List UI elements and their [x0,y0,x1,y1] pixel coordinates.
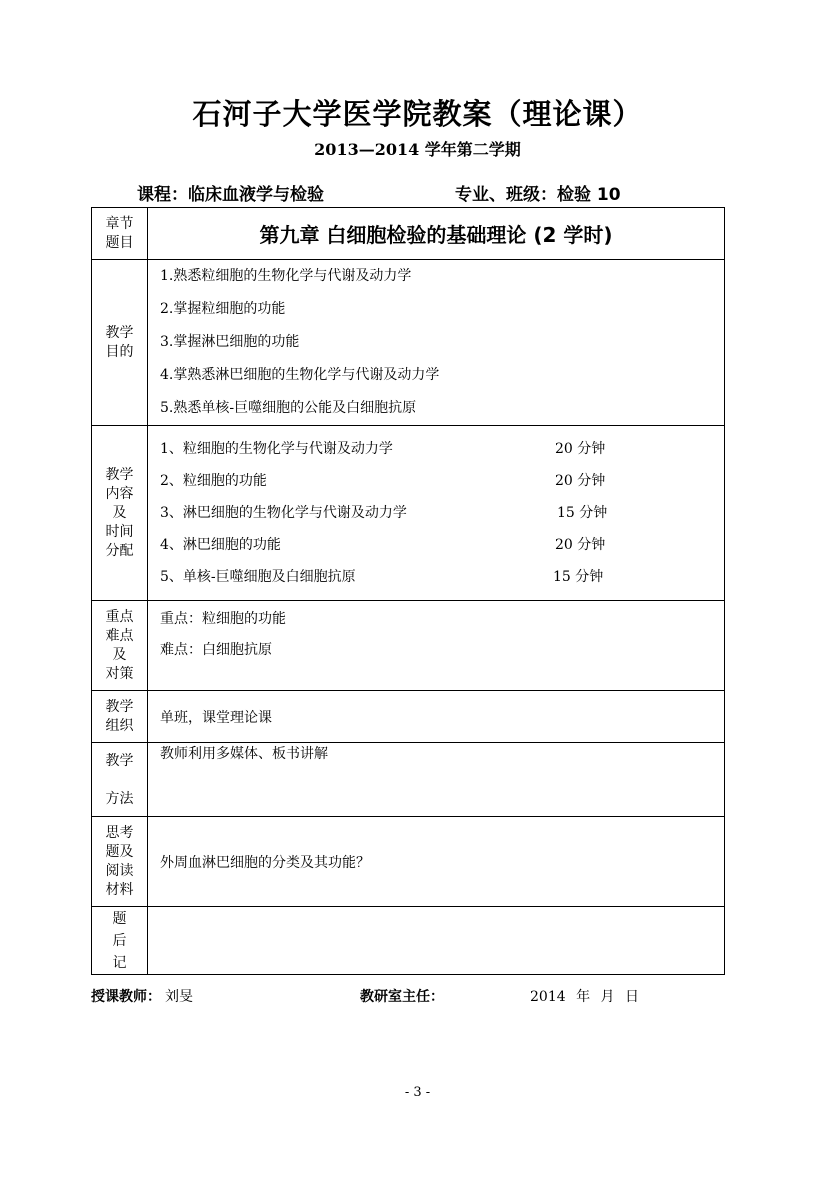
organization-label-text: 教学 组织 [105,698,134,734]
head-label: 教研室主任： [360,989,444,1005]
difficulty-point: 难点：白细胞抗原 [160,642,272,658]
content-item-duration: 20 分钟 [555,537,606,553]
content-item-text: 1、粒细胞的生物化学与代谢及动力学 [160,441,393,457]
footer-teacher [91,986,193,1006]
row-questions [92,817,725,907]
teacher-name: 刘旻 [165,989,193,1005]
objectives-label-text: 教学 目的 [105,324,134,360]
row-objectives [92,260,725,426]
semester-line: 2013—2014 学年第二学期 [314,140,521,159]
content-item-duration: 20 分钟 [555,441,606,457]
footer-date: 2014 年 月 日 [530,989,639,1005]
content-item [160,561,724,593]
major-label: 专业、班级： [455,185,557,205]
footer-head [360,986,444,1006]
content-label [92,426,148,601]
objective-item: 5.熟悉单核-巨噬细胞的公能及白细胞抗原 [160,400,417,416]
row-afterword [92,907,725,975]
method-label [92,743,148,817]
content-item [160,433,724,465]
chapter-title: 第九章 白细胞检验的基础理论 (2 学时) [148,208,725,260]
focus-point: 重点：粒细胞的功能 [160,611,286,627]
row-key-points [92,601,725,691]
content-item-text: 4、淋巴细胞的功能 [160,537,281,553]
questions-value: 外周血淋巴细胞的分类及其功能？ [148,817,725,907]
method-value [148,743,725,817]
objective-item: 4.掌熟悉淋巴细胞的生物化学与代谢及动力学 [160,367,440,383]
major-class-info [455,180,621,205]
page-number: - 3 - [404,1085,431,1100]
objectives-label [92,260,148,426]
method-label-line-2: 方法 [105,790,134,807]
content-item [160,529,724,561]
key-points-label [92,601,148,691]
objectives-list [148,260,725,426]
organization-value: 单班，课堂理论课 [148,691,725,743]
row-chapter [92,208,725,260]
content-item-duration: 15 分钟 [557,505,608,521]
afterword-label-text: 题 后 记 [112,910,127,971]
row-content [92,426,725,601]
lesson-plan-table [91,207,725,975]
objective-item: 2.掌握粒细胞的功能 [160,301,286,317]
key-points-label-text: 重点 难点 及 对策 [105,608,134,682]
method-label-line-1: 教学 [105,752,134,769]
questions-label-text: 思考 题及 阅读 材料 [105,824,134,898]
course-name: 临床血液学与检验 [188,185,324,205]
content-item [160,497,724,529]
teacher-label: 授课教师： [91,989,161,1005]
afterword-label [92,907,148,975]
organization-label [92,691,148,743]
content-list [148,426,725,601]
document-title: 石河子大学医学院教案（理论课） [192,97,643,131]
content-item-duration: 15 分钟 [553,569,604,585]
major-class: 检验 10 [557,185,621,205]
row-organization [92,691,725,743]
content-label-text: 教学 内容 及 时间 分配 [105,466,134,559]
objective-item: 1.熟悉粒细胞的生物化学与代谢及动力学 [160,268,412,284]
content-item-text: 2、粒细胞的功能 [160,473,267,489]
key-points-content [148,601,725,691]
afterword-value [148,907,725,975]
objective-item: 3.掌握淋巴细胞的功能 [160,334,300,350]
row-method [92,743,725,817]
chapter-label [92,208,148,260]
course-label: 课程： [137,185,188,205]
method-text: 教师利用多媒体、板书讲解 [160,746,328,762]
content-item [160,465,724,497]
content-item-text: 3、淋巴细胞的生物化学与代谢及动力学 [160,505,407,521]
course-info [137,180,324,205]
questions-label [92,817,148,907]
chapter-label-text: 章节 题目 [105,215,134,251]
content-item-text: 5、单核-巨噬细胞及白细胞抗原 [160,569,356,585]
content-item-duration: 20 分钟 [555,473,606,489]
